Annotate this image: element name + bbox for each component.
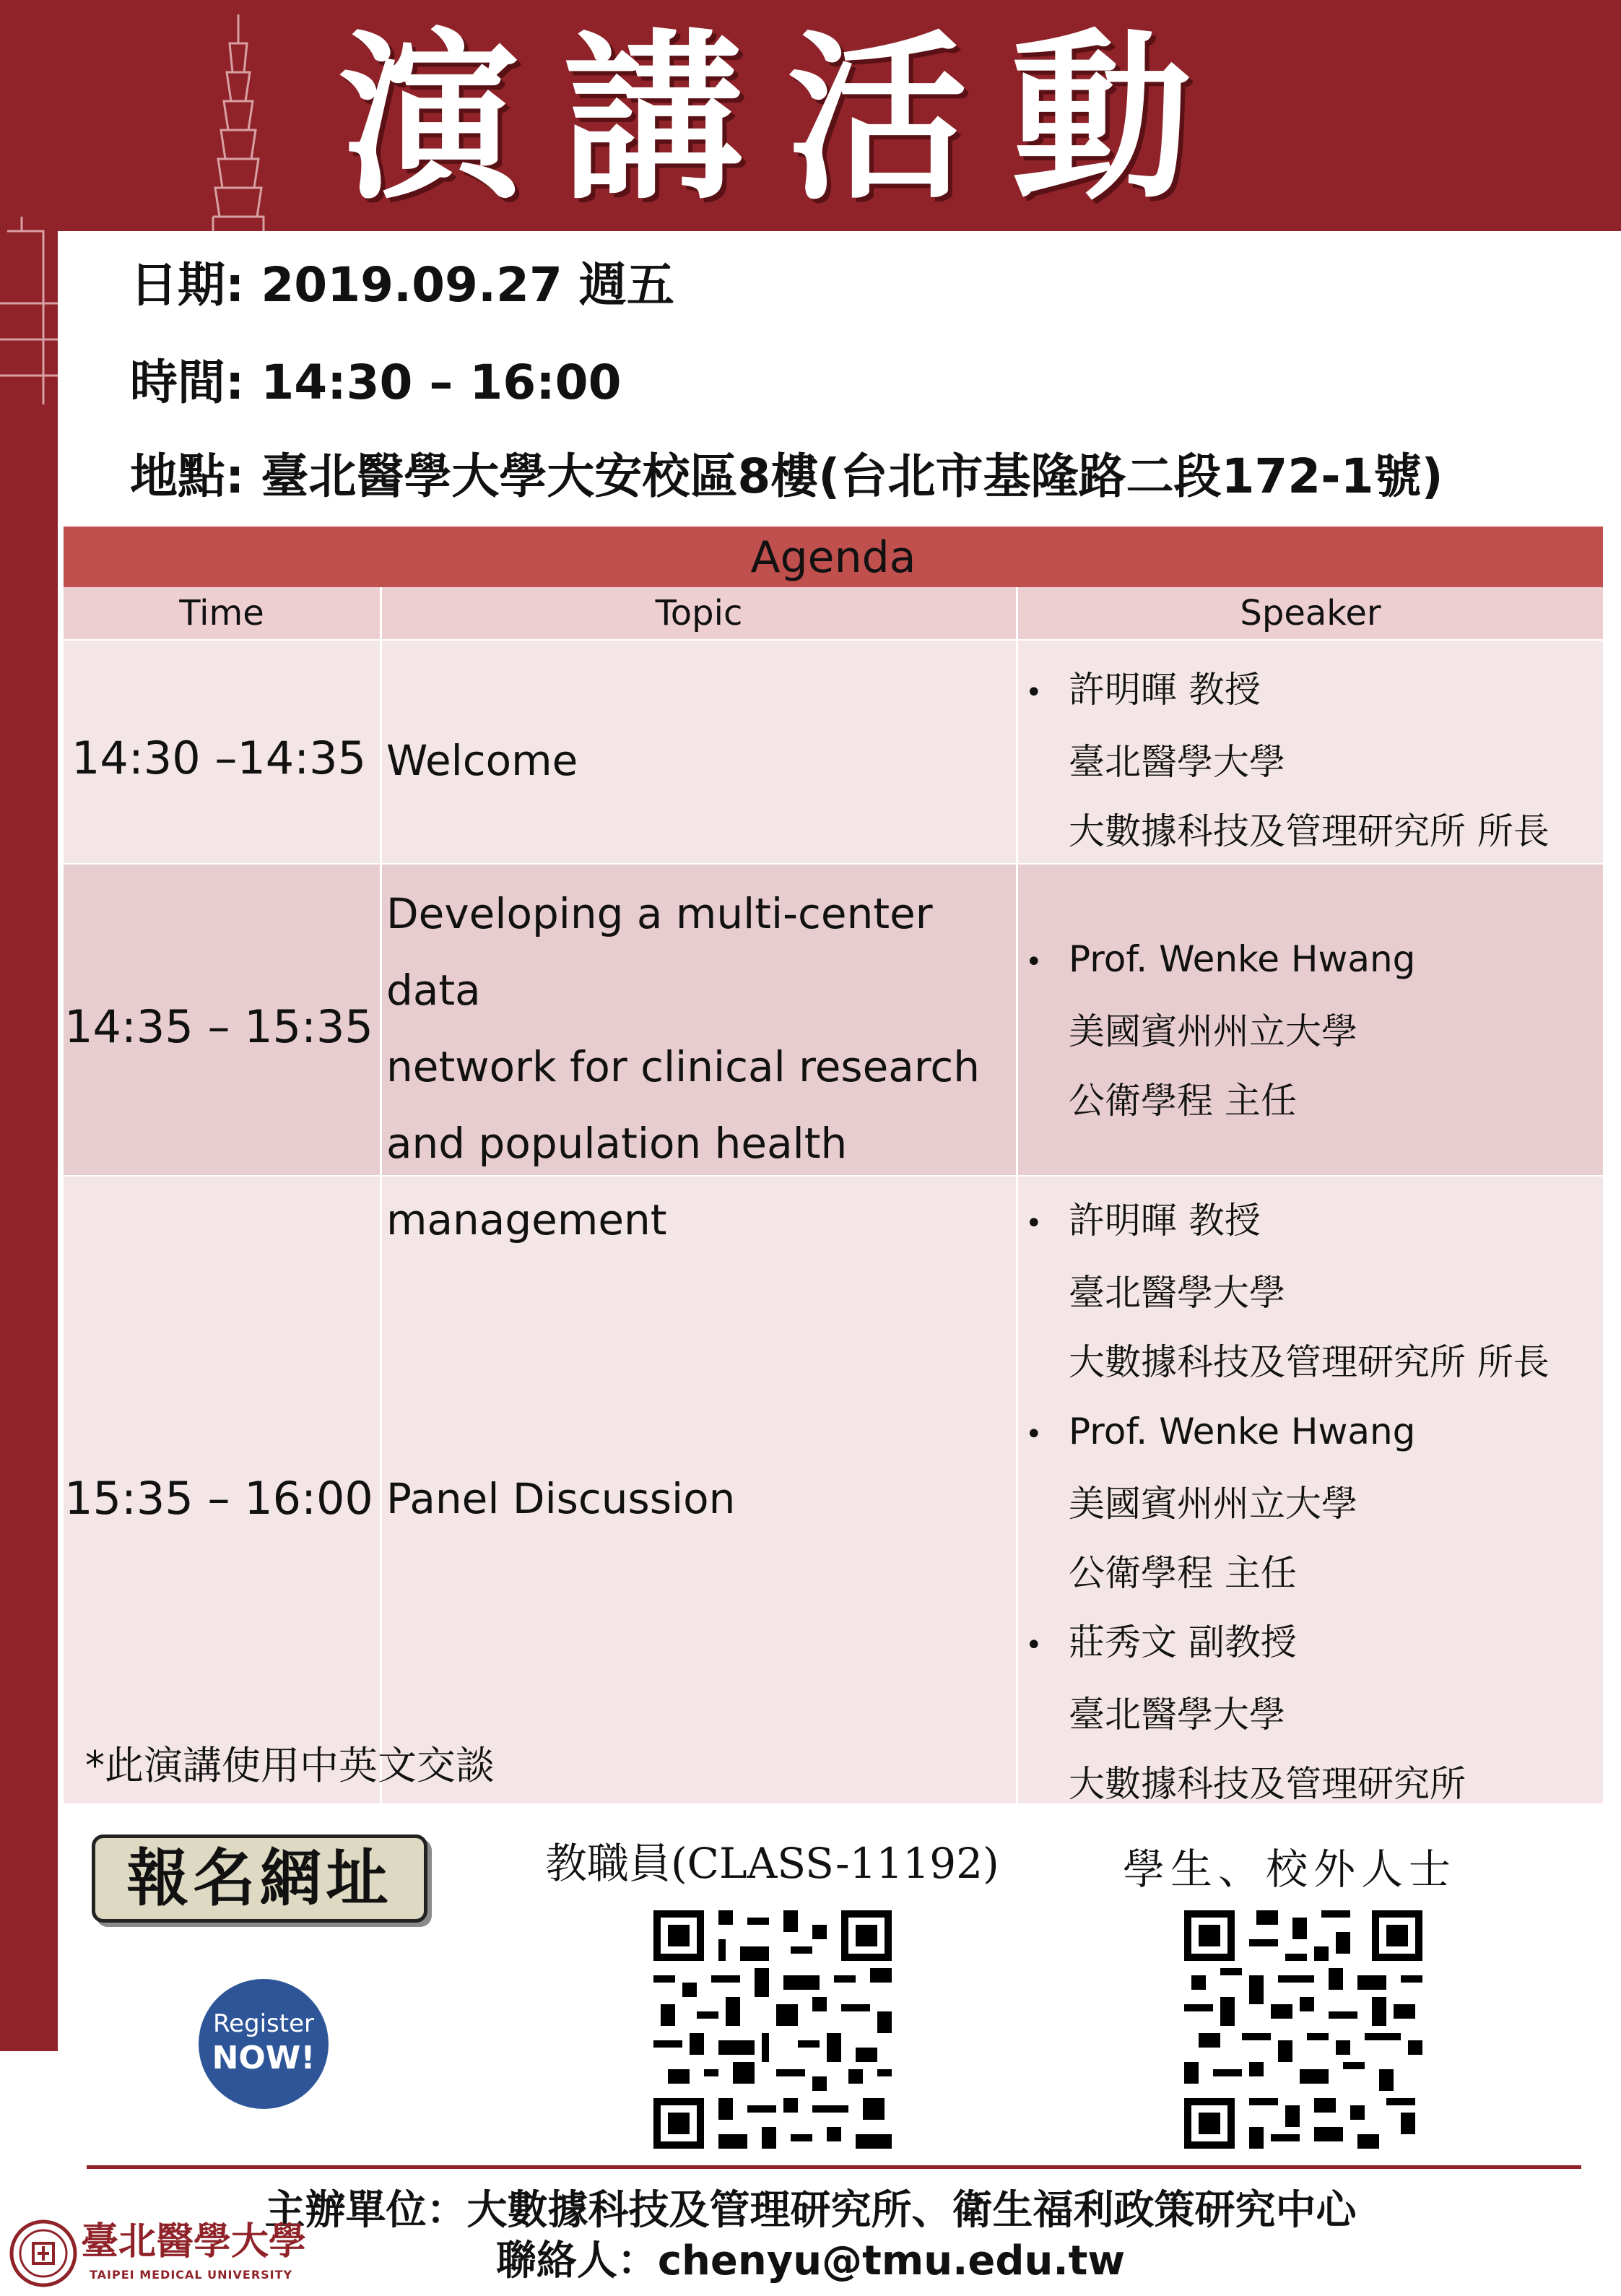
speaker-entry [1025, 1186, 1603, 1258]
column-divider [380, 587, 382, 1803]
speaker-affiliation: 美國賓州州立大學 [1069, 1483, 1357, 1525]
row-3-topic: Panel Discussion [386, 1474, 736, 1523]
event-time: 時間: 14:30 – 16:00 [130, 355, 622, 410]
topic-line: network for clinical research [386, 1042, 981, 1091]
row-3-speakers [1025, 1186, 1603, 1819]
row-1-topic: Welcome [386, 736, 578, 785]
bullet-icon: • [1025, 945, 1043, 979]
column-header-speaker: Speaker [1018, 587, 1603, 639]
speaker-title: 大數據科技及管理研究所 所長 [1069, 810, 1550, 852]
speaker-name: Prof. Wenke Hwang [1069, 1411, 1416, 1452]
speaker-entry [1025, 655, 1603, 727]
speaker-name: 莊秀文 副教授 [1069, 1621, 1297, 1663]
column-header-topic: Topic [382, 587, 1016, 639]
student-qr-code-icon[interactable] [1184, 1910, 1422, 2149]
topic-line: and population health [386, 1119, 848, 1168]
speaker-affiliation: 臺北醫學大學 [1069, 1694, 1285, 1736]
column-divider [1016, 587, 1018, 1803]
speaker-title: 公衛學程 主任 [1069, 1080, 1297, 1122]
register-badge-line2: NOW! [212, 2040, 316, 2076]
row-2-time: 14:35 – 15:35 [64, 1000, 373, 1053]
agenda-heading: Agenda [64, 524, 1603, 589]
bullet-icon: • [1025, 1629, 1043, 1662]
speaker-title: 大數據科技及管理研究所 所長 [1069, 1341, 1550, 1383]
speaker-title: 公衛學程 主任 [1069, 1552, 1297, 1594]
speaker-entry [1025, 1397, 1603, 1469]
speaker-name: 許明暉 教授 [1069, 1200, 1261, 1242]
organizer-text: 主辦單位：大數據科技及管理研究所、衛生福利政策研究中心 [264, 2187, 1357, 2234]
speaker-affiliation: 美國賓州州立大學 [1069, 1010, 1357, 1052]
register-badge-line1: Register [213, 2009, 314, 2038]
speaker-title: 大數據科技及管理研究所 [1069, 1763, 1466, 1805]
logo-wordmark: 臺北醫學大學 [81, 2219, 307, 2263]
bullet-icon: • [1025, 676, 1043, 709]
language-note: *此演講使用中英文交談 [85, 1743, 495, 1788]
column-header-time: Time [64, 587, 380, 639]
row-2-topic [386, 875, 1014, 1258]
register-now-badge[interactable] [199, 1979, 329, 2109]
row-1-speakers [1025, 655, 1603, 866]
speaker-name: 許明暉 教授 [1069, 669, 1261, 711]
speaker-name: Prof. Wenke Hwang [1069, 938, 1416, 980]
event-date: 日期: 2019.09.27 週五 [130, 257, 674, 313]
bullet-icon: • [1025, 1418, 1043, 1451]
registration-url-button[interactable]: 報名網址 [92, 1834, 427, 1923]
staff-qr-code-icon[interactable] [653, 1910, 892, 2149]
speaker-entry [1025, 1608, 1603, 1680]
footer-divider [87, 2165, 1581, 2169]
topic-line: management [386, 1195, 667, 1244]
staff-qr-label: 教職員(CLASS-11192) [545, 1839, 999, 1888]
row-2-speakers [1025, 924, 1603, 1135]
event-location: 地點: 臺北醫學大學大安校區8樓(台北市基隆路二段172-1號) [130, 449, 1443, 504]
left-strip [0, 231, 58, 2051]
student-qr-label: 學生、校外人士 [1123, 1845, 1457, 1894]
row-1-time: 14:30 –14:35 [71, 732, 367, 784]
row-3-time: 15:35 – 16:00 [64, 1472, 373, 1525]
speaker-affiliation: 臺北醫學大學 [1069, 741, 1285, 783]
contact-text[interactable]: 聯絡人：chenyu@tmu.edu.tw [495, 2237, 1126, 2284]
topic-line: Developing a multi-center data [386, 889, 933, 1015]
speaker-affiliation: 臺北醫學大學 [1069, 1272, 1285, 1314]
speaker-entry [1025, 924, 1603, 997]
logo-subtitle: TAIPEI MEDICAL UNIVERSITY [90, 2268, 293, 2282]
bullet-icon: • [1025, 1207, 1043, 1240]
event-title: 演講活動 [339, 14, 1235, 224]
